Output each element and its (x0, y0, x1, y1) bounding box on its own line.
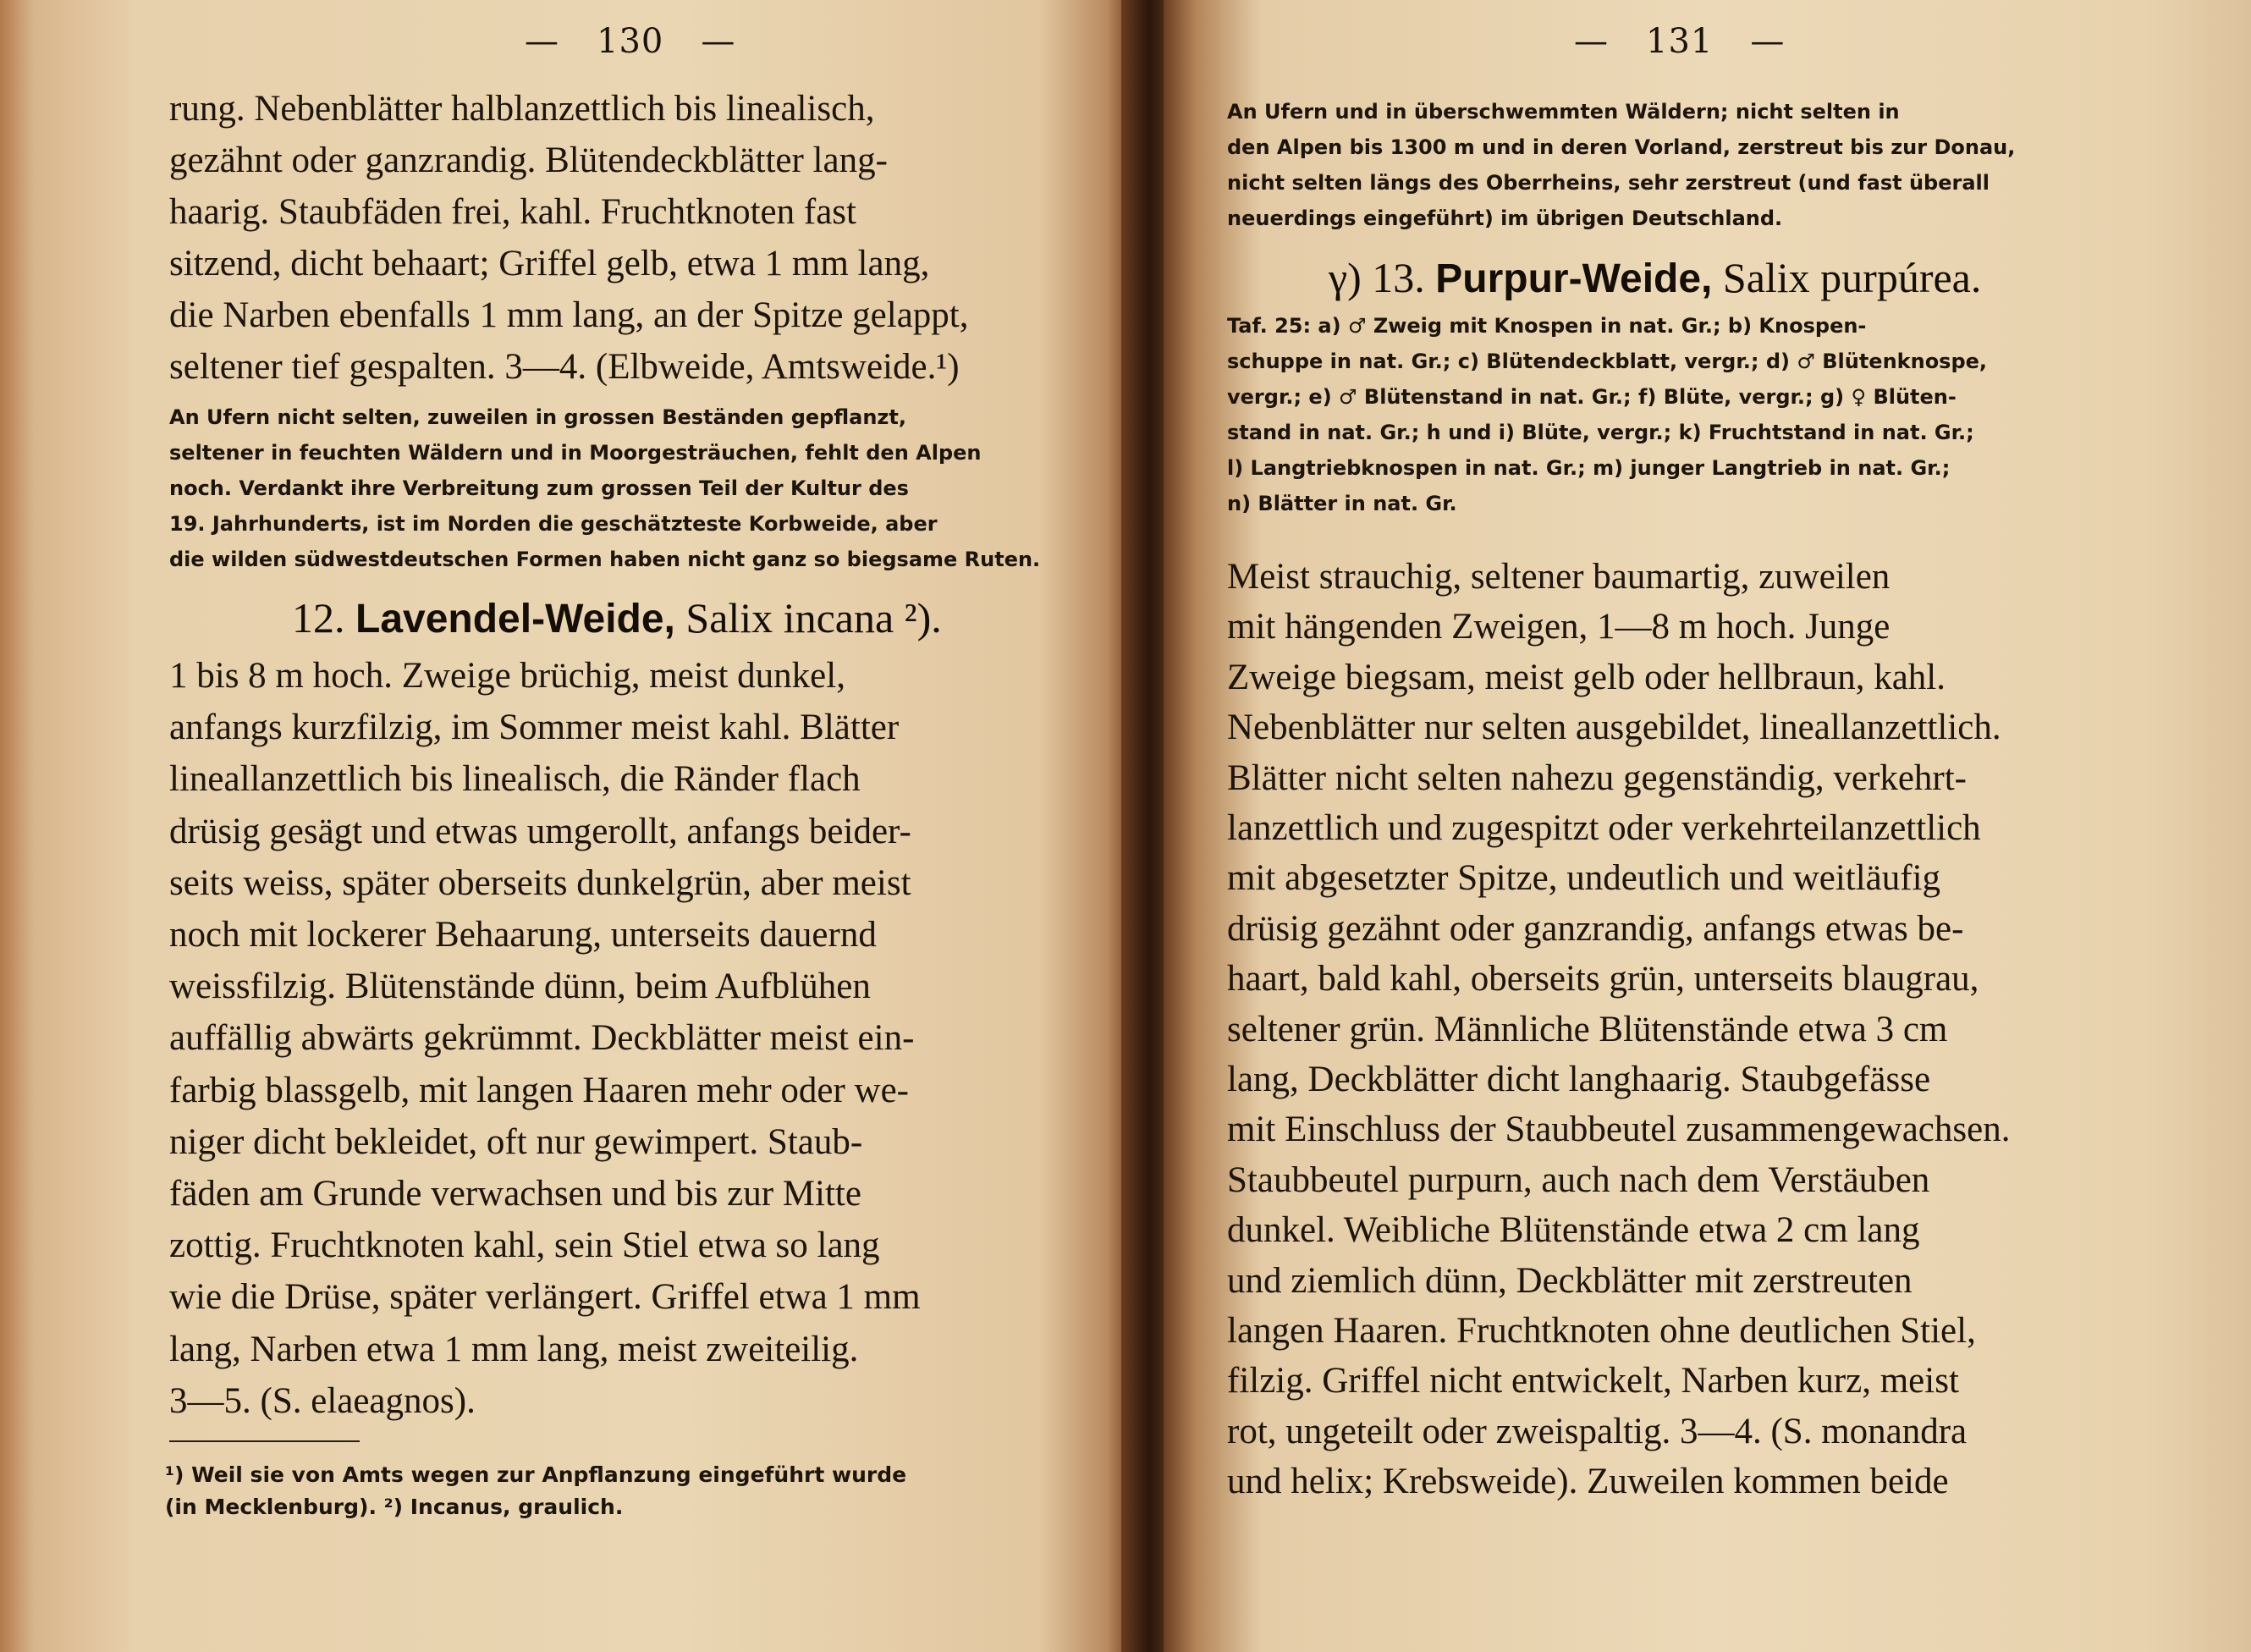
body-line: haarig. Staubfäden frei, kahl. Fruchtknoten fast (169, 192, 856, 232)
description-line: lang, Narben etwa 1 mm lang, meist zweiteilig. (169, 1329, 859, 1369)
description-line: weissfilzig. Blütenstände dünn, beim Aufblühen (169, 966, 871, 1007)
species-latin-name: Salix purpúrea. (1722, 254, 1982, 301)
description-line: mit abgesetzter Spitze, undeutlich und weitläufig (1227, 858, 1941, 899)
description-line: fäden am Grunde verwachsen und bis zur Mitte (169, 1174, 861, 1214)
description-line: langen Haaren. Fruchtknoten ohne deutlichen Stiel, (1227, 1311, 1976, 1351)
species-common-name: Purpur-Weide, (1435, 256, 1713, 301)
page-number-value: 131 (1646, 22, 1714, 61)
footnote-line: ¹) Weil sie von Amts wegen zur Anpflanzung eingeführt wurde (165, 1462, 907, 1487)
description-line: lineallanzettlich bis linealisch, die Ränder flach (169, 759, 861, 800)
description-line: Blätter nicht selten nahezu gegenständig, verkehrt- (1227, 757, 1968, 798)
page-number-left (525, 22, 735, 61)
page-number-value: 130 (597, 22, 664, 61)
description-line: mit Einschluss der Staubbeutel zusammengewachsen. (1227, 1110, 2011, 1150)
page-number-dash: — (525, 22, 559, 61)
body-line: seltener tief gespalten. 3—4. (Elbweide, Amtsweide.¹) (169, 347, 960, 387)
description-line: mit hängenden Zweigen, 1—8 m hoch. Junge (1227, 607, 1891, 647)
description-line: Staubbeutel purpurn, auch nach dem Verstäuben (1227, 1159, 1930, 1200)
note-line: neuerdings eingeführt) im übrigen Deutschland. (1227, 206, 1783, 230)
description-line: filzig. Griffel nicht entwickelt, Narben kurz, meist (1227, 1361, 1959, 1401)
description-line: und helix; Krebsweide). Zuweilen kommen beide (1227, 1462, 1949, 1502)
plate-line: n) Blätter in nat. Gr. (1227, 492, 1457, 515)
description-line: lang, Deckblätter dicht langhaarig. Staubgefässe (1227, 1060, 1931, 1099)
species-heading-12 (292, 594, 942, 643)
description-line: 3—5. (S. elaeagnos). (169, 1380, 476, 1421)
note-line: An Ufern und in überschwemmten Wäldern; nicht selten in (1227, 100, 1900, 124)
description-line: niger dicht bekleidet, oft nur gewimpert. Staub- (169, 1121, 863, 1162)
description-line: Zweige biegsam, meist gelb oder hellbraun, kahl. (1227, 657, 1946, 697)
description-line: drüsig gezähnt oder ganzrandig, anfangs etwas be- (1227, 908, 1964, 949)
note-line: den Alpen bis 1300 m und in deren Vorland, zerstreut bis zur Donau, (1227, 135, 2016, 159)
body-line: rung. Nebenblätter halblanzettlich bis linealisch, (169, 89, 875, 129)
right-page (1164, 0, 2251, 1652)
description-line: seits weiss, später oberseits dunkelgrün, aber meist (169, 862, 911, 903)
note-line: die wilden südwestdeutschen Formen haben nicht ganz so biegsame Ruten. (169, 548, 1041, 571)
note-line: seltener in feuchten Wäldern und in Moorgesträuchen, fehlt den Alpen (169, 441, 982, 465)
page-number-dash: — (701, 22, 736, 61)
description-line: noch mit lockerer Behaarung, unterseits dauernd (169, 915, 877, 955)
plate-line: l) Langtriebknospen in nat. Gr.; m) junger Langtrieb in nat. Gr.; (1227, 456, 1951, 480)
body-line: die Narben ebenfalls 1 mm lang, an der Spitze gelappt, (169, 295, 969, 335)
plate-line: stand in nat. Gr.; h und i) Blüte, vergr.; k) Fruchtstand in nat. Gr.; (1227, 421, 1974, 444)
note-line: An Ufern nicht selten, zuweilen in grossen Beständen gepflanzt, (169, 405, 906, 429)
description-line: auffällig abwärts gekrümmt. Deckblätter meist ein- (169, 1018, 915, 1059)
plate-line: schuppe in nat. Gr.; c) Blütendeckblatt, vergr.; d) ♂ Blütenknospe, (1227, 350, 1988, 373)
plate-line: vergr.; e) ♂ Blütenstand in nat. Gr.; f) Blüte, vergr.; g) ♀ Blüten- (1227, 385, 1957, 409)
description-line: seltener grün. Männliche Blütenstände etwa 3 cm (1227, 1009, 1948, 1049)
description-line: wie die Drüse, später verlängert. Griffel etwa 1 mm (169, 1277, 921, 1318)
description-line: 1 bis 8 m hoch. Zweige brüchig, meist dunkel, (169, 656, 845, 696)
description-line: anfangs kurzfilzig, im Sommer meist kahl. Blätter (169, 708, 900, 748)
description-line: dunkel. Weibliche Blütenstände etwa 2 cm lang (1227, 1210, 1920, 1251)
note-line: nicht selten längs des Oberrheins, sehr zerstreut (und fast überall (1227, 171, 1990, 195)
description-line: Meist strauchig, seltener baumartig, zuweilen (1227, 557, 1891, 597)
species-number: γ) 13. (1329, 254, 1425, 301)
species-common-name: Lavendel-Weide, (355, 597, 675, 642)
body-line: sitzend, dicht behaart; Griffel gelb, etwa 1 mm lang, (169, 244, 930, 284)
page-number-dash: — (1750, 22, 1786, 61)
description-line: drüsig gesägt und etwas umgerollt, anfangs beider- (169, 811, 911, 851)
description-line: lanzettlich und zugespitzt oder verkehrteilanzettlich (1227, 808, 1981, 848)
species-number: 12. (292, 594, 345, 642)
description-line: und ziemlich dünn, Deckblätter mit zerstreuten (1227, 1260, 1913, 1301)
description-line: farbig blassgelb, mit langen Haaren mehr oder we- (169, 1070, 910, 1110)
note-line: noch. Verdankt ihre Verbreitung zum grossen Teil der Kultur des (169, 476, 909, 500)
footnote-rule (169, 1440, 360, 1442)
species-heading-13 (1329, 254, 1981, 303)
plate-line: Taf. 25: a) ♂ Zweig mit Knospen in nat. Gr.; b) Knospen- (1227, 314, 1867, 338)
species-latin-name: Salix incana ²). (685, 594, 942, 642)
footnote-line: (in Mecklenburg). ²) Incanus, graulich. (165, 1495, 624, 1519)
note-line: 19. Jahrhunderts, ist im Norden die geschätzteste Korbweide, aber (169, 512, 938, 536)
page-number-dash: — (1574, 22, 1609, 61)
description-line: zottig. Fruchtknoten kahl, sein Stiel etwa so lang (169, 1225, 880, 1266)
body-line: gezähnt oder ganzrandig. Blütendeckblätter lang- (169, 140, 888, 180)
page-number-right (1574, 22, 1785, 61)
description-line: haart, bald kahl, oberseits grün, unterseits blaugrau, (1227, 959, 1979, 999)
description-line: Nebenblätter nur selten ausgebildet, lineallanzettlich. (1227, 708, 2001, 748)
description-line: rot, ungeteilt oder zweispaltig. 3—4. (S. monandra (1227, 1411, 1968, 1451)
